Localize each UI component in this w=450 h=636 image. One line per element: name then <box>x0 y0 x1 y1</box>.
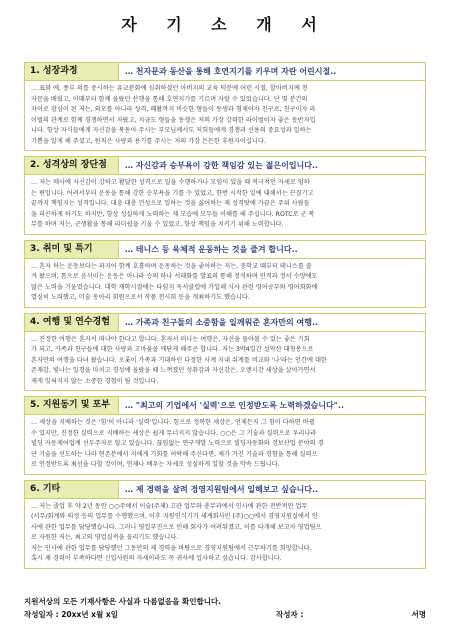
confirmation-statement: 지원서상의 모든 기재사항은 사실과 다름없음을 확인합니다. <box>24 597 222 606</box>
body-line: 로 인정받도록 최선을 다할 것이며, 언제나 배우는 자세로 성실하게 일할 것을 약속 드립니다. <box>31 461 280 468</box>
section-5 <box>24 396 426 475</box>
body-line: 로 자원한 저는, 최고의 영업실적을 올리기도 했습니다. <box>31 534 179 541</box>
body-line: 혹시 제 경력이 부족하다면 신입사원의 자세이라도 꼭 귀사에 입사하고 싶습니다. 감사합니다. <box>31 555 282 562</box>
section-label: 5. 지원동기 및 포부 <box>25 397 119 414</box>
body-line: … 세상을 지배하는 것은 '힘'이 아니라 '실력'입니다. 힘으로 정복한 세상은, 언제든지 그 힘이 다하면 바뀔 <box>31 419 315 426</box>
section-headline: … 테니스 등 육체적 운동하는 것을 즐겨 합니다.. <box>119 241 425 258</box>
body-line: 제게 잊혀지지 않는 소중한 경험이 될 것입니다. <box>31 377 159 385</box>
section-headline: … 천자문과 동산을 통해 호연지기를 키우며 자란 어린시절.. <box>119 63 425 80</box>
section-body <box>24 258 426 308</box>
date-value: 20xx년 x월 x일 <box>61 610 118 619</box>
body-line: … 표와 에, 종부 의를 중시하는 유교문화에 심취하셨던 아버지의 교육 덕분에 어린 시절, 할아버지께 천 <box>31 85 308 92</box>
section-4 <box>24 313 426 392</box>
section-3 <box>24 240 426 308</box>
section-1 <box>24 62 426 151</box>
body-line: 니다. 항상 자식들에게 자신감을 북돋아 주시는 부모님께서도 저희들에게 경쟁과 신용의 중요성과 일하는 <box>31 127 312 134</box>
section-label: 2. 성격상의 장단점 <box>25 157 119 174</box>
section-body <box>24 331 426 392</box>
body-line: 을 피곤하게 하기도 하지만, 항상 성실하게 노력하는 제 모습에 모두들 이해를 해 주십니다. ROTC로 군 복 <box>31 210 315 218</box>
body-line: 가 되고, 가족과 친구들에 대한 사랑과 고마움을 깨닫게 해주곤 합니다. 저는 3박4일간 설악산 대청봉으로 <box>31 346 314 353</box>
body-line: 수 있지만, 진정한 실력으로 지배하는 세상은 쉽게 무너지지 않습니다. ○○은 그 기술과 실력으로 우리나라 <box>31 429 317 437</box>
section-body <box>24 498 426 569</box>
section-label: 3. 취미 및 특기 <box>25 241 119 258</box>
section-2 <box>24 156 426 235</box>
body-line: … 저는 매사에 자신감이 강하고 활달한 성격으로 일을 수행하거나 모임이 있을 때 적극적인 자세로 임하 <box>31 179 310 186</box>
body-line: 단 기술을 선도하는 나라 현존분에서 저에게 기회를 허락해 주신다면, 제가 가진 기술과 경험을 통해 실력으 <box>31 450 318 458</box>
body-line: … 저는 졸업 후 약 2년 동안 ○○주에서 이슬(주제) 고관 업무와 총무과에서 인사에 관한 전반적인 업무 <box>31 502 308 510</box>
section-label: 6. 기타 <box>25 481 119 498</box>
body-line: 많은 노력을 기울였습니다. 대학 재학시절에는 타임지 독서클럽에 가입해 시사 관련 영어공부와 영어회화에 <box>31 283 318 291</box>
body-line: 혼자만의 여행을 다녀 왔습니다. 오롯이 가족과 기대하던 다정한 사계 지내 쉬계를 비교와 '나'라는 인간에 대한 <box>31 356 327 364</box>
section-header <box>24 156 426 174</box>
section-body <box>24 174 426 235</box>
body-line: (서무/회계와 의정 등의 업무를 수행했으며, 이후 지원인식기기 세계회사인 (주)○○에서 경영지원실에서 인 <box>31 513 318 520</box>
section-header <box>24 396 426 414</box>
date-label: 작성일자 : <box>24 610 59 619</box>
section-headline: … 자신감과 승부욕이 강한 책임감 있는 젊은이입니다.. <box>119 157 425 174</box>
section-body <box>24 80 426 151</box>
body-line: 이벌의 관계로 함께 경쟁하면서 자랐고, 지금도 형들을 동생은 저의 가장 강력한 라이벌이자 좋은 동반자입 <box>31 116 316 124</box>
section-6 <box>24 480 426 569</box>
sign-label: 서명 <box>411 610 426 619</box>
section-headline: … "최고의 기업에서 '실력'으로 인정받도록 노력하겠습니다".. <box>119 397 425 414</box>
signature-row <box>24 609 426 620</box>
body-line: 자문을 배웠고, 이때부터 함께 올랐던 산행을 통해 호연지기를 기르며 자랄 수 있었습니다. 단 몇 분간의 <box>31 95 308 103</box>
body-line: 는 편입니다. 어려서부터 운동을 통해 강한 승부욕을 기를 수 있었고, 한번 시작한 일에 대해서는 끈질기고 <box>31 189 314 197</box>
body-line: … 진정한 여행은 혼자서 떠나야 한다고 합니다. 혼자서 떠나는 여행은, 자신을 돌아볼 수 있는 좋은 기회 <box>31 335 310 343</box>
section-header <box>24 480 426 498</box>
body-line: 겨 왔으며, 틈으로 음식이는 운동은 아니라 승의 하나 서래화를 발표의 통해 정석하며 인격과 정서 수양에도 <box>31 273 318 280</box>
body-line: 빌딩 자동제어업계 선두주자로 앞고 있습니다. 끊임없는 연구개발 노력으로 빌딩자동화와 정보산업 분야의 경 <box>31 440 324 447</box>
body-line: 끝까지 책임지는 성격입니다. 대충 대충 건성으로 일하는 것을 싫어하는 제 성격탓에 가끔은 주위 사람들 <box>31 200 310 207</box>
body-line: 무를 하며 저는, 군생활을 통해 리더쉽을 키울 수 있었고, 항상 책임을 지키기 위해 노력합니다. <box>31 221 284 228</box>
document-title: 자 기 소 개 서 <box>121 15 329 34</box>
footer <box>24 596 426 620</box>
section-headline: … 제 경력을 살려 경영지원팀에서 일해보고 싶습니다.. <box>119 481 425 498</box>
body-line: 존재감, 빛나는 일경을 마치고 경성에 올랐을 때 느껴졌던 성취감과 자신감은, 오랜시간 세상을 살아가면서 <box>31 367 316 374</box>
section-header <box>24 313 426 331</box>
author-field <box>276 609 426 620</box>
section-headline: … 가족과 친구들의 소중함을 일깨워준 혼자만의 여행.. <box>119 314 425 331</box>
body-line: 기쁨을 알게 해 주셨고, 원칙은 사랑과 용기를 주시는 저의 가장 든든한 후원자이십니다. <box>31 137 266 145</box>
section-label: 1. 성장과정 <box>25 63 119 80</box>
date-field <box>24 609 276 620</box>
section-header <box>24 62 426 80</box>
body-line: 사에 관한 업무를 담당했습니다. 그러나 영업부진으로 인해 회사가 어려워졌고, 이를 타개해 보고자 영업팀으 <box>31 523 322 531</box>
sections-container <box>24 62 426 574</box>
section-label: 4. 여행 및 연수경험 <box>25 314 119 331</box>
body-line: 열심히 노력했고, 미술 동아리 회원으로서 작품 전시회 등을 개최하기도 했습니다. <box>31 294 250 301</box>
section-header <box>24 240 426 258</box>
body-line: 자이로 잠심이 된 저는, 외모를 아니라 성격, 쾌활까지 비슷한 형들이 동생과 형제이자 친구로, 친구이자 라 <box>31 106 316 113</box>
body-line: 저는 인사에 관한 업무를 담당했던 그동안의 제 경력을 바탕으로 경영지원팀에서 근무하기를 희망합니다. <box>31 544 312 552</box>
author-label: 작성자 : <box>276 610 304 619</box>
body-line: … 혼자 하는 운동보다는 파지어 함께 호흡하며 운동하는 것을 좋아하는 저는, 중학교 때부터 테니스를 즐 <box>31 262 312 270</box>
section-body <box>24 414 426 475</box>
